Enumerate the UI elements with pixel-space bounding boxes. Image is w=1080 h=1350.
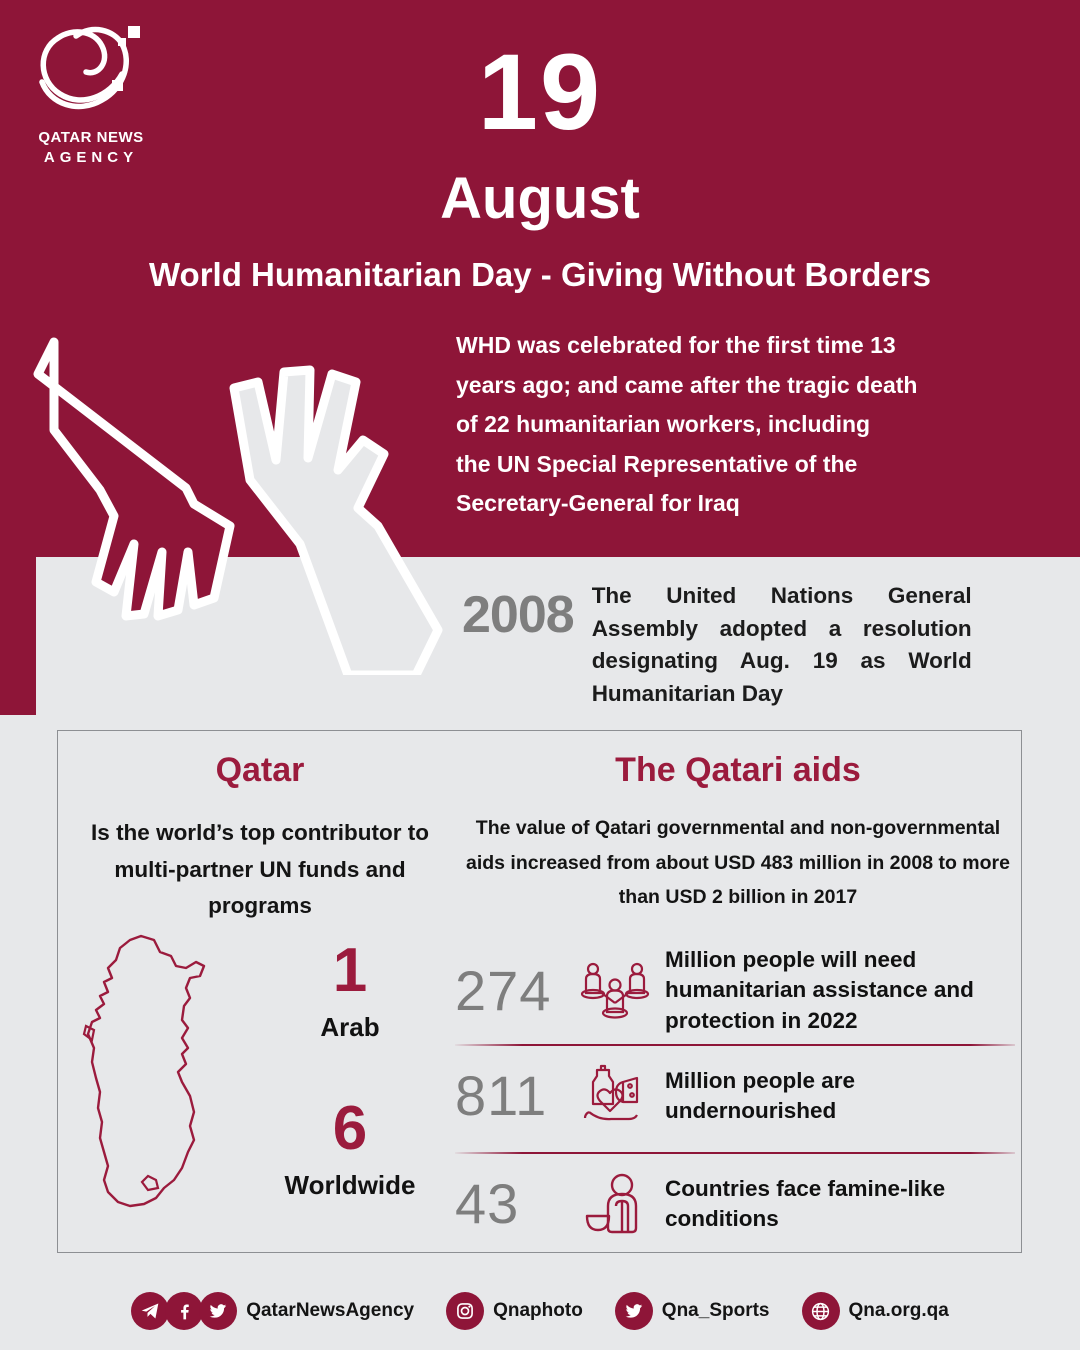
qatar-description: Is the world’s top contributor to multi-partner UN funds and programs — [91, 820, 429, 919]
facebook-icon[interactable] — [165, 1292, 203, 1330]
timeline-text: The United Nations General Assembly adopted a resolution designating Aug. 19 as World Humanitarian Day — [591, 583, 972, 706]
rank-number: 6 — [332, 1094, 368, 1163]
social-handle[interactable]: QatarNewsAgency — [246, 1300, 415, 1321]
aids-description: The value of Qatari governmental and non-governmental aids increased from about USD 483 million in 2008 to more than USD 2 billion in 2017 — [466, 817, 1010, 908]
intro-line: the UN Special Representative of the — [456, 450, 858, 477]
social-handle[interactable]: Qna_Sports — [661, 1300, 770, 1321]
three-people-network-icon — [579, 955, 651, 1027]
logo-line-1: QATAR NEWS — [38, 129, 144, 146]
social-footer — [0, 1292, 1080, 1330]
rank-number: 1 — [332, 936, 368, 1005]
stat-text: Million people are undernourished — [665, 1067, 856, 1123]
intro-line: Secretary-General for Iraq — [456, 490, 740, 517]
timeline-year: 2008 — [462, 586, 574, 644]
aids-heading: The Qatari aids — [615, 751, 861, 789]
rank-label: Arab — [320, 1012, 380, 1042]
qatar-section — [60, 752, 460, 925]
stat-row — [455, 945, 1025, 1036]
stat-number: 811 — [455, 1064, 548, 1127]
intro-line: WHD was celebrated for the first time 13 — [456, 332, 896, 358]
social-group-qnasports — [615, 1292, 770, 1330]
food-donation-heart-hand-icon — [579, 1060, 651, 1132]
qatar-map — [78, 930, 248, 1230]
qatar-rankings — [250, 936, 450, 1200]
person-empty-bowl-icon — [579, 1168, 651, 1240]
social-group-qatarnewsagency — [131, 1292, 414, 1330]
timeline-2008 — [462, 580, 1042, 711]
social-group-qnaphoto — [446, 1292, 583, 1330]
qatari-aids-section — [448, 752, 1028, 914]
intro-line: years ago; and came after the tragic death — [456, 371, 918, 398]
intro-line: of 22 humanitarian workers, including — [456, 411, 871, 438]
qatar-heading: Qatar — [215, 751, 305, 789]
stat-number: 43 — [455, 1172, 520, 1235]
qatar-map-outline-icon — [78, 930, 248, 1230]
stat-number: 274 — [455, 958, 552, 1022]
page-title: World Humanitarian Day - Giving Without Borders — [149, 256, 931, 293]
globe-icon[interactable] — [802, 1292, 840, 1330]
instagram-icon[interactable] — [446, 1292, 484, 1330]
stat-text: Million people will need humanitarian assistance and protection in 2022 — [665, 947, 974, 1033]
social-group-website — [802, 1292, 949, 1330]
social-handle[interactable]: Qnaphoto — [493, 1300, 583, 1321]
social-handle[interactable]: Qna.org.qa — [848, 1300, 949, 1321]
rank-label: Worldwide — [284, 1170, 416, 1200]
logo-line-2: AGENCY — [43, 149, 139, 166]
day-number: 19 — [477, 31, 603, 152]
rank-spacer — [250, 1040, 450, 1098]
stat-row — [455, 1168, 1025, 1240]
stat-text: Countries face famine-like conditions — [665, 1175, 946, 1231]
stat-row — [455, 1060, 1025, 1132]
helping-hands-illustration — [18, 330, 488, 675]
stat-divider — [455, 1152, 1015, 1154]
intro-paragraph — [456, 326, 1026, 524]
twitter-icon[interactable] — [615, 1292, 653, 1330]
twitter-icon[interactable] — [199, 1292, 237, 1330]
month-name: August — [440, 166, 640, 231]
telegram-icon[interactable] — [131, 1292, 169, 1330]
stat-divider — [455, 1044, 1015, 1046]
